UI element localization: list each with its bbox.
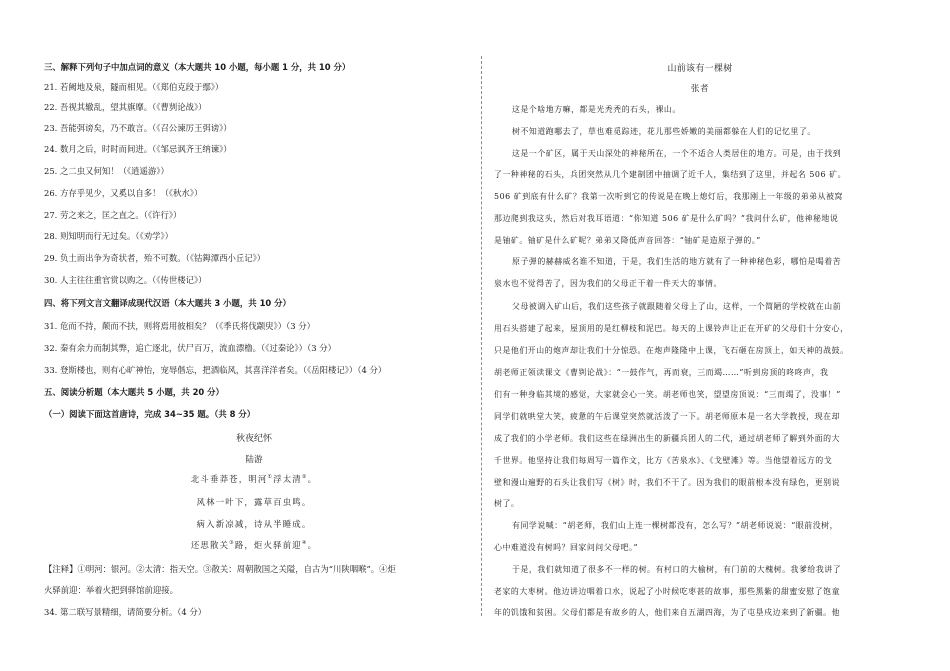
poem-notes-line-2: 火驿前迎：举着火把到驿馆前迎接。: [44, 585, 178, 595]
poem-line-2: 风林一叶下，露草百虫鸣。: [196, 497, 312, 507]
question-21: 21. 若阙地及泉，隧而相见。（《郑伯克段于鄢》）: [44, 82, 224, 92]
passage-line: 老家的大枣树。他边讲边咽着口水，说起了小时候吃枣甚的故事，那些黑紫的甜蜜安慰了饱童: [494, 587, 841, 596]
passage-line: 树不知道跑哪去了，草也难觅踪迹，花儿那些娇嫩的美丽都躲在人们的记忆里了。: [512, 127, 816, 136]
question-32: 32. 秦有余力而制其弊，追亡逐北，伏尸百万，流血漂橹。（《过秦论》）（3 分）: [44, 343, 336, 353]
question-24: 24. 数月之后，时时而间进。（《邹忌讽齐王纳谏》）: [44, 144, 232, 154]
question-33: 33. 登斯楼也，则有心旷神怡，宠辱偕忘，把酒临风，其喜洋洋者矣。（《岳阳楼记》）（4 分）: [44, 365, 387, 375]
section-4-heading: 四、将下列文言文翻译成现代汉语（本大题共 3 小题，共 10 分）: [44, 298, 291, 308]
section-5-heading: 五、阅读分析题（本大题共 5 小题，共 20 分）: [44, 387, 224, 397]
question-34: 34. 第二联写景精细，请简要分析。（4 分）: [44, 607, 207, 617]
passage-line: 同学们就哄堂大笑，疲惫的午后课堂突然就活泼了一下。胡老师原本是一名大学教授，现在却: [494, 412, 841, 421]
poem-line-3: 病入新凉减，诗从半睡成。: [196, 519, 312, 529]
passage-line: 父母被调入矿山后，我们这些孩子就跟随着父母上了山，这样，一个简陋的学校就在山前: [512, 302, 842, 311]
question-22: 22. 吾视其辙乱，望其旗靡。（《曹刿论战》）: [44, 102, 207, 112]
poem-line-1: 北斗垂莽苍，明河①浮太清②。: [190, 474, 318, 484]
question-29: 29. 负土而出争为奇状者，殆不可数。（《钴鉧潭西小丘记》）: [44, 253, 266, 263]
passage-line: 是铀矿。铀矿是什么矿呢？弟弟又降低声音回答：“铀矿是造原子弹的。”: [494, 236, 761, 245]
question-27: 27. 劳之来之，匡之直之。（《许行》）: [44, 210, 182, 220]
passage-line: 树了。: [494, 499, 520, 508]
question-30: 30. 人主往往重官赏以购之。（《传世楼记》）: [44, 275, 207, 285]
passage-line: 这是一个矿区，属于天山深处的神秘所在，一个不适合人类居住的地方。可是，由于找到: [512, 149, 842, 158]
question-31: 31. 危而不持，颠而不扶，则将焉用彼相矣？（《季氏将伐颛臾》）（3 分）: [44, 321, 316, 331]
question-25: 25. 之二虫又何知！（《逍遥游》）: [44, 166, 169, 176]
passage-title: 山前该有一棵树: [667, 64, 733, 74]
passage-line: 心中难道没有树吗？回家问问父母吧。”: [494, 543, 639, 552]
question-28: 28. 则知明而行无过矣。（《劝学》）: [44, 231, 174, 241]
poem-line-4: 还思散关③路，炬火驿前迎④。: [190, 540, 318, 550]
passage-line: 有同学说喊：“胡老师，我们山上连一棵树都没有，怎么写？”胡老师说说：“眼前没树，: [512, 521, 839, 530]
passage-line: 壁和漫山遍野的石头让我们写《树》时，我们不干了。因为我们的眼前根本没有绿色，更别说: [494, 478, 841, 487]
passage-line: 这是个啥地方嘛，都是光秃秃的石头，裸山。: [512, 105, 681, 114]
passage-line: 于是，我们就知道了很多不一样的树。有村口的大榆树，有门前的大槐树。我爹给我讲了: [512, 565, 842, 574]
poem-title: 秋夜纪怀: [235, 434, 272, 444]
poem-notes-line-1: 【注释】①明河：银河。②太清：指天空。③散关：周朝散国之关隘，自古为“川陕咽喉”。④炬: [44, 564, 396, 574]
right-column: [494, 0, 906, 671]
question-26: 26. 方存乎见少，又奚以自多！（《秋水》）: [44, 188, 203, 198]
passage-line: 千世界。他坚持让我们每周写一篇作文，比方《苦泉水》、《戈壁滩》等。当他望着远方的戈: [494, 456, 833, 465]
passage-line: 年的饥饿和贫困。父母们都是有故乡的人，他们来自五湖四海，为了屯垦戍边来到了新疆。他: [494, 608, 841, 617]
passage-line: 用石头搭建了起来，屋顶用的是红柳枝和泥巴。每天的上课铃声让正在开矿的父母们十分安心，: [494, 324, 849, 333]
column-divider: [481, 56, 482, 616]
passage-line: 原子弹的赫赫威名谁不知道，于是，我们生活的地方就有了一种神秘色彩，哪怕是喝着苦: [512, 257, 842, 266]
question-23: 23. 吾能弭谤矣，乃不敢言。（《召公谏厉王弭谤》）: [44, 123, 232, 133]
passage-line: 了一种神秘的石头，兵团突然从几个建制团中抽调了近千人，集结到了这里，并起名 506 矿。: [494, 170, 847, 179]
passage-line: 泉水也不觉得苦了，因为我们的父母正干着一件天大的事情。: [494, 279, 722, 288]
left-column: [44, 0, 464, 671]
passage-author: 张者: [690, 84, 710, 94]
passage-line: 成了我们的小学老师。我们这些在绿洲出生的新疆兵团人的二代，通过胡老师了解到外面的大: [494, 434, 841, 443]
passage-line: 506 矿到底有什么矿？我第一次听到它的传说是在晚上熄灯后，我那刚上一年级的弟弟从被窝: [494, 192, 843, 201]
passage-line: 只是他们开山的炮声却让我们十分惊恐。在炮声隆隆中上课，飞石砸在房顶上，如天神的战鼓。: [494, 346, 849, 355]
section-3-heading: 三、解释下列句子中加点词的意义（本大题共 10 小题，每小题 1 分，共 10 分）: [44, 62, 351, 72]
passage-line: 胡老师正领读课文《曹刿论战》：“一鼓作气，再而衰，三而竭……”听到房顶的咚咚声，我: [494, 368, 829, 377]
passage-line: 们有一种身临其境的感觉，大家就会心一笑。胡老师也笑，望望房顶说：“三而竭了，没事！”: [494, 390, 841, 399]
poem-author: 陆游: [245, 455, 263, 465]
passage-line: 那边爬到我这头，然后对我耳语道：“你知道 506 矿是什么矿吗？”我问什么矿，他神秘地说: [494, 214, 839, 223]
section-5-subheading: （一）阅读下面这首唐诗，完成 34~35 题。（共 8 分）: [44, 409, 256, 419]
